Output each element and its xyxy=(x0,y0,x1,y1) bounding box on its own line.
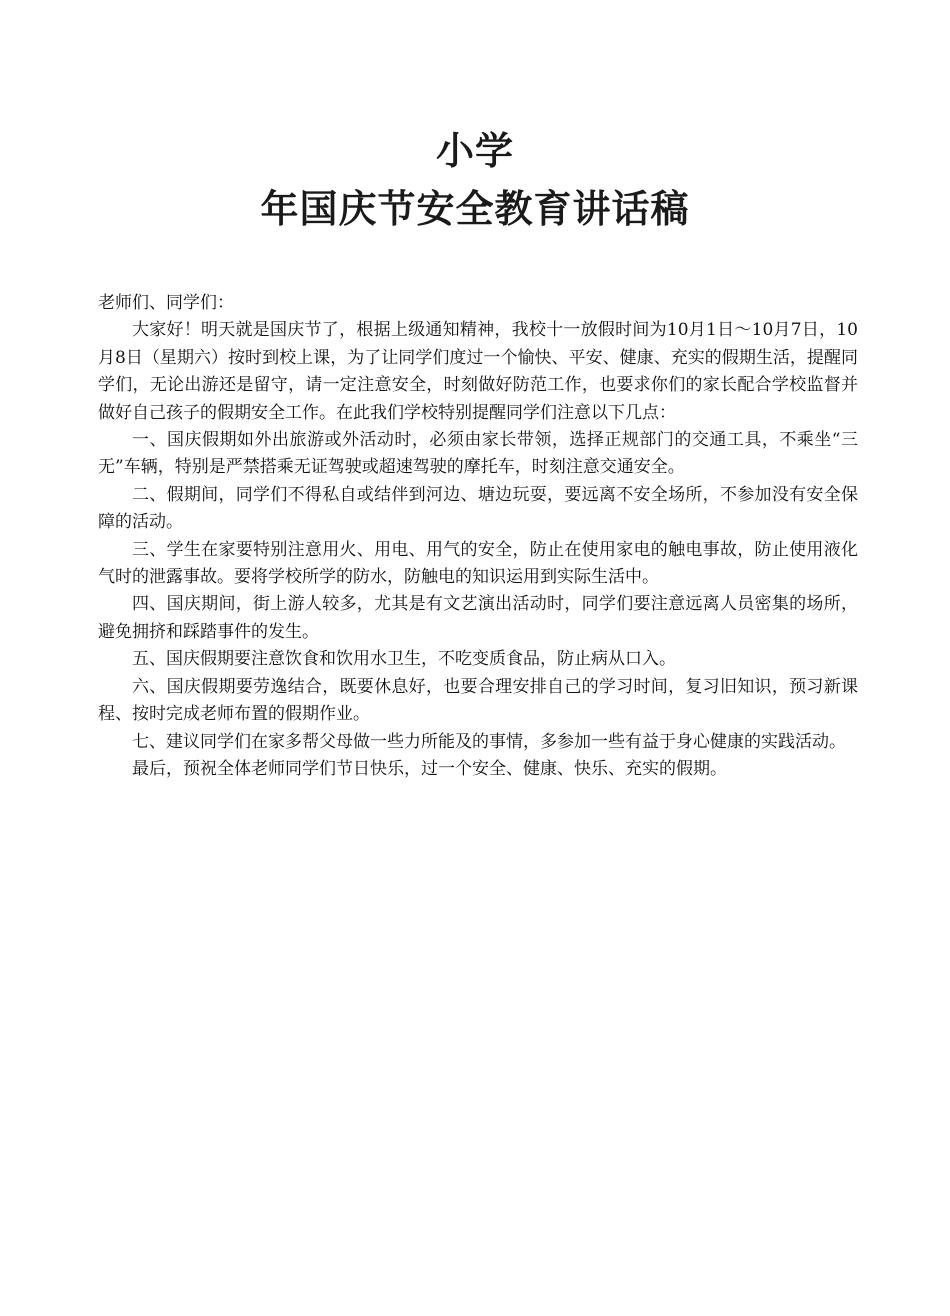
paragraph-item-4: 四、国庆期间，街上游人较多，尤其是有文艺演出活动时，同学们要注意远离人员密集的场所，避免拥挤和踩踏事件的发生。 xyxy=(98,594,858,642)
paragraph-item-7: 七、建议同学们在家多帮父母做一些力所能及的事情，多参加一些有益于身心健康的实践活动。 xyxy=(132,731,846,752)
salutation: 老师们、同学们： xyxy=(98,293,234,313)
paragraph-greeting: 大家好！明天就是国庆节了，根据上级通知精神，我校十一放假时间为10月1日～10月7日，10月8日（星期六）按时到校上课，为了让同学们度过一个愉快、平安、健康、充实的假期生活，提醒同学们，无论出游还是留守，请一定注意安全，时刻做好防范工作，也要求你们的家长配合学校监督并做好自己孩子的假期安全工作。在此我们学校特别提醒同学们注意以下几点： xyxy=(98,320,858,423)
document-title xyxy=(0,122,950,238)
document-body xyxy=(98,290,858,783)
paragraph-item-1: 一、国庆假期如外出旅游或外活动时，必须由家长带领，选择正规部门的交通工具，不乘坐“三无”车辆，特别是严禁搭乘无证驾驶或超速驾驶的摩托车，时刻注意交通安全。 xyxy=(98,430,858,478)
paragraph-closing: 最后，预祝全体老师同学们节日快乐，过一个安全、健康、快乐、充实的假期。 xyxy=(132,758,727,779)
paragraph-item-5: 五、国庆假期要注意饮食和饮用水卫生，不吃变质食品，防止病从口入。 xyxy=(132,649,676,670)
paragraph-item-6: 六、国庆假期要劳逸结合，既要休息好，也要合理安排自己的学习时间，复习旧知识，预习新课程、按时完成老师布置的假期作业。 xyxy=(98,676,858,725)
title-line-1: 小学 xyxy=(435,129,514,173)
paragraph-item-2: 二、假期间，同学们不得私自或结伴到河边、塘边玩耍，要远离不安全场所，不参加没有安全保障的活动。 xyxy=(98,484,858,533)
paragraph-item-3: 三、学生在家要特别注意用火、用电、用气的安全，防止在使用家电的触电事故，防止使用液化气时的泄露事故。要将学校所学的防水，防触电的知识运用到实际生活中。 xyxy=(98,539,858,588)
title-line-2: 年国庆节安全教育讲话稿 xyxy=(260,187,690,231)
